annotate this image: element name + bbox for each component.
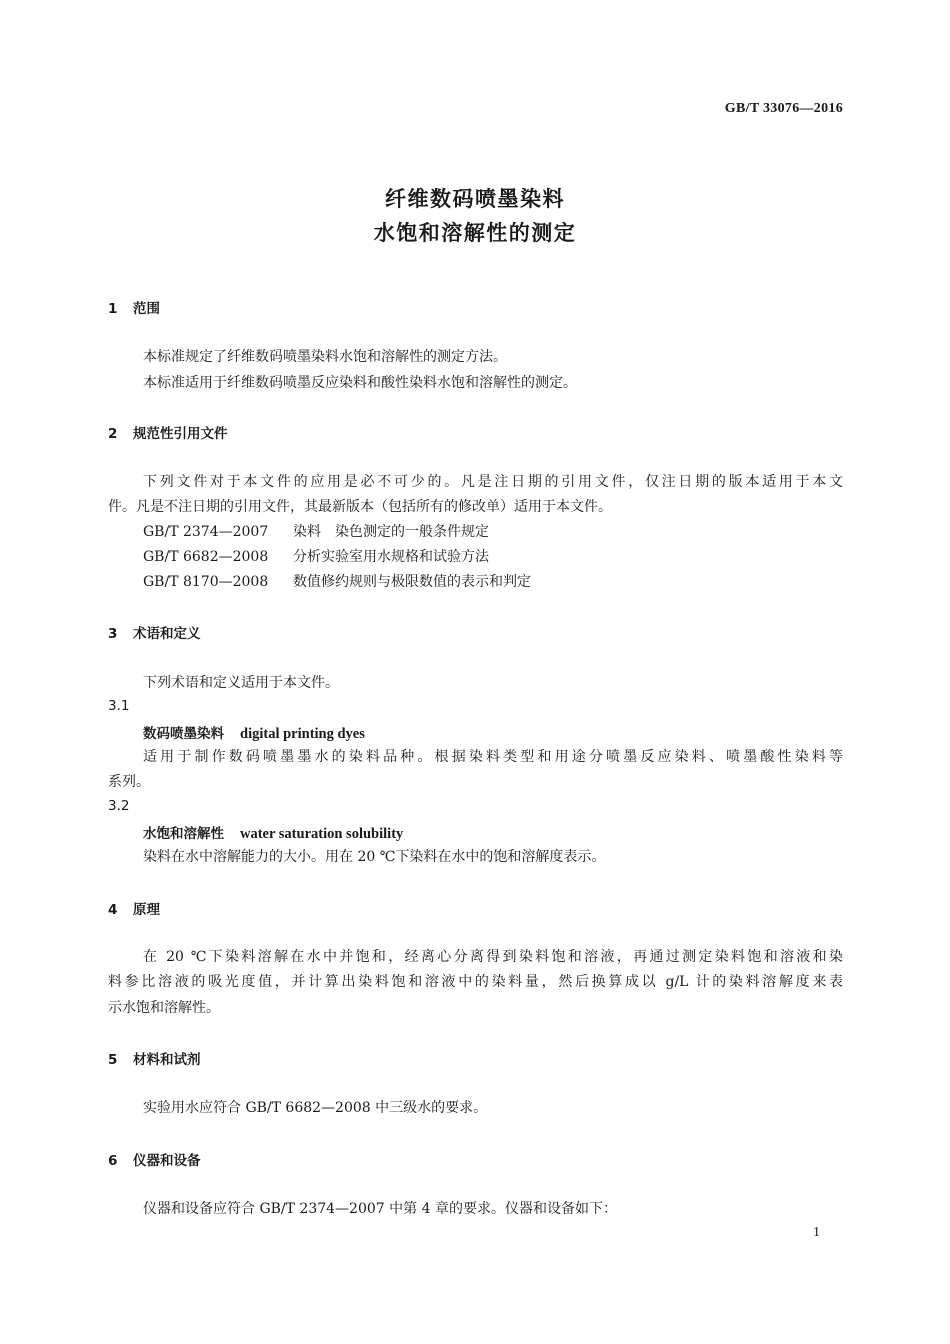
- terms-intro: 下列术语和定义适用于本文件。: [143, 675, 339, 691]
- term-3-2-heading: [143, 822, 403, 843]
- term-3-2-number: 3.2: [108, 798, 130, 814]
- scope-paragraph-1: 本标准规定了纤维数码喷墨染料水饱和溶解性的测定方法。: [143, 349, 507, 365]
- section-number: 4: [108, 902, 118, 918]
- section-title: 原理: [133, 902, 160, 918]
- reference-code: GB/T 6682—2008: [143, 549, 269, 565]
- standard-code: GB/T 33076—2016: [724, 101, 843, 116]
- term-3-2-definition: 染料在水中溶解能力的大小。用在 20 ℃下染料在水中的饱和溶解度表示。: [143, 849, 606, 865]
- principle-line-2: 料参比溶液的吸光度值，并计算出染料饱和溶液中的染料量，然后换算成以 g/L 计的染料溶解度来表: [108, 974, 843, 990]
- principle-line-1: 在 20 ℃下染料溶解在水中并饱和，经离心分离得到染料饱和溶液，再通过测定染料饱和溶液和染: [143, 949, 843, 965]
- section-title: 术语和定义: [133, 626, 201, 642]
- section-2-heading: [108, 422, 228, 442]
- term-chinese: 水饱和溶解性: [143, 826, 224, 842]
- section-title: 规范性引用文件: [133, 426, 228, 442]
- reference-title: 数值修约规则与极限数值的表示和判定: [293, 574, 531, 590]
- reference-code: GB/T 8170—2008: [143, 574, 269, 590]
- scope-paragraph-2: 本标准适用于纤维数码喷墨反应染料和酸性染料水饱和溶解性的测定。: [143, 375, 577, 391]
- reference-item: [143, 571, 531, 591]
- reference-item: [143, 546, 489, 566]
- term-chinese: 数码喷墨染料: [143, 726, 224, 742]
- section-number: 6: [108, 1153, 118, 1169]
- reference-title: 染料 染色测定的一般条件规定: [293, 524, 489, 540]
- document-title-line-1: 纤维数码喷墨染料: [385, 187, 565, 211]
- reference-code: GB/T 2374—2007: [143, 524, 269, 540]
- reference-item: [143, 521, 489, 541]
- term-3-1-definition-line-1: 适用于制作数码喷墨墨水的染料品种。根据染料类型和用途分喷墨反应染料、喷墨酸性染料等: [143, 749, 843, 765]
- normative-ref-intro-line-2: 件。凡是不注日期的引用文件，其最新版本（包括所有的修改单）适用于本文件。: [108, 499, 612, 515]
- section-number: 1: [108, 301, 118, 317]
- page-number: 1: [813, 1225, 820, 1240]
- principle-line-3: 示水饱和溶解性。: [108, 1000, 220, 1016]
- section-title: 材料和试剂: [133, 1052, 201, 1068]
- section-4-heading: [108, 898, 160, 918]
- term-3-1-heading: [143, 722, 365, 743]
- section-3-heading: [108, 622, 201, 642]
- term-3-1-definition-line-2: 系列。: [108, 774, 150, 790]
- normative-ref-intro-line-1: 下列文件对于本文件的应用是必不可少的。凡是注日期的引用文件，仅注日期的版本适用于本文: [143, 474, 843, 490]
- materials-paragraph: 实验用水应符合 GB/T 6682—2008 中三级水的要求。: [143, 1100, 488, 1116]
- section-number: 5: [108, 1052, 118, 1068]
- apparatus-paragraph: 仪器和设备应符合 GB/T 2374—2007 中第 4 章的要求。仪器和设备如下：: [143, 1201, 617, 1217]
- section-title: 范围: [133, 301, 160, 317]
- term-3-1-number: 3.1: [108, 698, 130, 714]
- section-5-heading: [108, 1048, 201, 1068]
- section-number: 2: [108, 426, 118, 442]
- reference-title: 分析实验室用水规格和试验方法: [293, 549, 489, 565]
- section-1-heading: [108, 297, 160, 317]
- document-title-line-2: 水饱和溶解性的测定: [373, 221, 577, 245]
- section-6-heading: [108, 1149, 201, 1169]
- term-english: digital printing dyes: [240, 726, 365, 742]
- section-title: 仪器和设备: [133, 1153, 201, 1169]
- term-english: water saturation solubility: [240, 826, 404, 842]
- section-number: 3: [108, 626, 118, 642]
